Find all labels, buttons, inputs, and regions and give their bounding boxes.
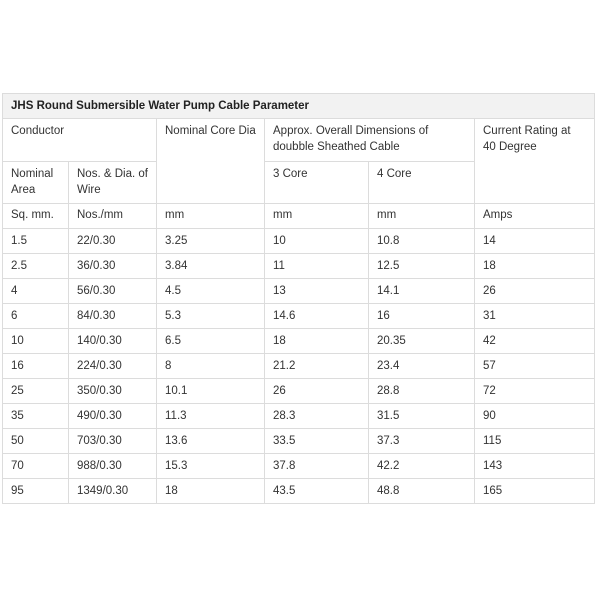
unit-cell: mm bbox=[157, 204, 265, 229]
header-nominal-core-dia: Nominal Core Dia bbox=[157, 119, 265, 204]
table-cell: 703/0.30 bbox=[69, 429, 157, 454]
unit-cell: Nos./mm bbox=[69, 204, 157, 229]
table-cell: 1349/0.30 bbox=[69, 479, 157, 504]
table-cell: 15.3 bbox=[157, 454, 265, 479]
table-cell: 490/0.30 bbox=[69, 404, 157, 429]
table-cell: 43.5 bbox=[265, 479, 369, 504]
table-cell: 6.5 bbox=[157, 329, 265, 354]
table-cell: 70 bbox=[3, 454, 69, 479]
units-row bbox=[3, 204, 595, 229]
table-cell: 6 bbox=[3, 304, 69, 329]
table-cell: 31 bbox=[475, 304, 595, 329]
table-cell: 165 bbox=[475, 479, 595, 504]
table-cell: 140/0.30 bbox=[69, 329, 157, 354]
table-cell: 56/0.30 bbox=[69, 279, 157, 304]
table-cell: 37.3 bbox=[369, 429, 475, 454]
table-cell: 18 bbox=[157, 479, 265, 504]
table-cell: 50 bbox=[3, 429, 69, 454]
table-row bbox=[3, 329, 595, 354]
table-row bbox=[3, 429, 595, 454]
table-cell: 16 bbox=[3, 354, 69, 379]
table-cell: 12.5 bbox=[369, 254, 475, 279]
table-cell: 20.35 bbox=[369, 329, 475, 354]
table-cell: 8 bbox=[157, 354, 265, 379]
table-row bbox=[3, 229, 595, 254]
table-row bbox=[3, 404, 595, 429]
table-cell: 18 bbox=[475, 254, 595, 279]
cable-parameter-table-container bbox=[2, 93, 594, 504]
table-cell: 10.1 bbox=[157, 379, 265, 404]
table-cell: 14 bbox=[475, 229, 595, 254]
table-cell: 1.5 bbox=[3, 229, 69, 254]
table-cell: 4.5 bbox=[157, 279, 265, 304]
table-cell: 28.3 bbox=[265, 404, 369, 429]
table-cell: 33.5 bbox=[265, 429, 369, 454]
table-cell: 14.6 bbox=[265, 304, 369, 329]
table-row bbox=[3, 454, 595, 479]
table-cell: 25 bbox=[3, 379, 69, 404]
table-cell: 23.4 bbox=[369, 354, 475, 379]
cable-parameter-table bbox=[2, 93, 595, 504]
table-cell: 988/0.30 bbox=[69, 454, 157, 479]
table-cell: 36/0.30 bbox=[69, 254, 157, 279]
header-nos-dia-wire: Nos. & Dia. of Wire bbox=[69, 162, 157, 204]
table-cell: 115 bbox=[475, 429, 595, 454]
header-overall-dimensions: Approx. Overall Dimensions of doubble Sheathed Cable bbox=[265, 119, 475, 162]
table-cell: 3.25 bbox=[157, 229, 265, 254]
table-cell: 57 bbox=[475, 354, 595, 379]
table-cell: 35 bbox=[3, 404, 69, 429]
table-cell: 10.8 bbox=[369, 229, 475, 254]
table-cell: 72 bbox=[475, 379, 595, 404]
unit-cell: mm bbox=[369, 204, 475, 229]
header-four-core: 4 Core bbox=[369, 162, 475, 204]
table-cell: 95 bbox=[3, 479, 69, 504]
header-nominal-area: Nominal Area bbox=[3, 162, 69, 204]
table-row bbox=[3, 379, 595, 404]
table-cell: 143 bbox=[475, 454, 595, 479]
table-cell: 21.2 bbox=[265, 354, 369, 379]
table-cell: 42 bbox=[475, 329, 595, 354]
table-cell: 18 bbox=[265, 329, 369, 354]
table-cell: 5.3 bbox=[157, 304, 265, 329]
table-cell: 48.8 bbox=[369, 479, 475, 504]
header-three-core: 3 Core bbox=[265, 162, 369, 204]
table-row bbox=[3, 254, 595, 279]
table-row bbox=[3, 479, 595, 504]
unit-cell: Sq. mm. bbox=[3, 204, 69, 229]
table-cell: 224/0.30 bbox=[69, 354, 157, 379]
table-cell: 90 bbox=[475, 404, 595, 429]
table-cell: 84/0.30 bbox=[69, 304, 157, 329]
table-row bbox=[3, 279, 595, 304]
table-cell: 11.3 bbox=[157, 404, 265, 429]
table-cell: 26 bbox=[475, 279, 595, 304]
table-cell: 31.5 bbox=[369, 404, 475, 429]
table-cell: 4 bbox=[3, 279, 69, 304]
header-current-rating: Current Rating at 40 Degree bbox=[475, 119, 595, 204]
table-cell: 10 bbox=[265, 229, 369, 254]
table-title: JHS Round Submersible Water Pump Cable Parameter bbox=[3, 94, 595, 119]
table-cell: 14.1 bbox=[369, 279, 475, 304]
table-row bbox=[3, 304, 595, 329]
table-cell: 10 bbox=[3, 329, 69, 354]
table-cell: 42.2 bbox=[369, 454, 475, 479]
table-cell: 11 bbox=[265, 254, 369, 279]
table-cell: 37.8 bbox=[265, 454, 369, 479]
table-cell: 13.6 bbox=[157, 429, 265, 454]
table-cell: 13 bbox=[265, 279, 369, 304]
table-cell: 2.5 bbox=[3, 254, 69, 279]
table-cell: 26 bbox=[265, 379, 369, 404]
table-cell: 22/0.30 bbox=[69, 229, 157, 254]
table-row bbox=[3, 354, 595, 379]
unit-cell: Amps bbox=[475, 204, 595, 229]
table-cell: 350/0.30 bbox=[69, 379, 157, 404]
unit-cell: mm bbox=[265, 204, 369, 229]
table-cell: 3.84 bbox=[157, 254, 265, 279]
header-conductor: Conductor bbox=[3, 119, 157, 162]
table-cell: 16 bbox=[369, 304, 475, 329]
table-cell: 28.8 bbox=[369, 379, 475, 404]
